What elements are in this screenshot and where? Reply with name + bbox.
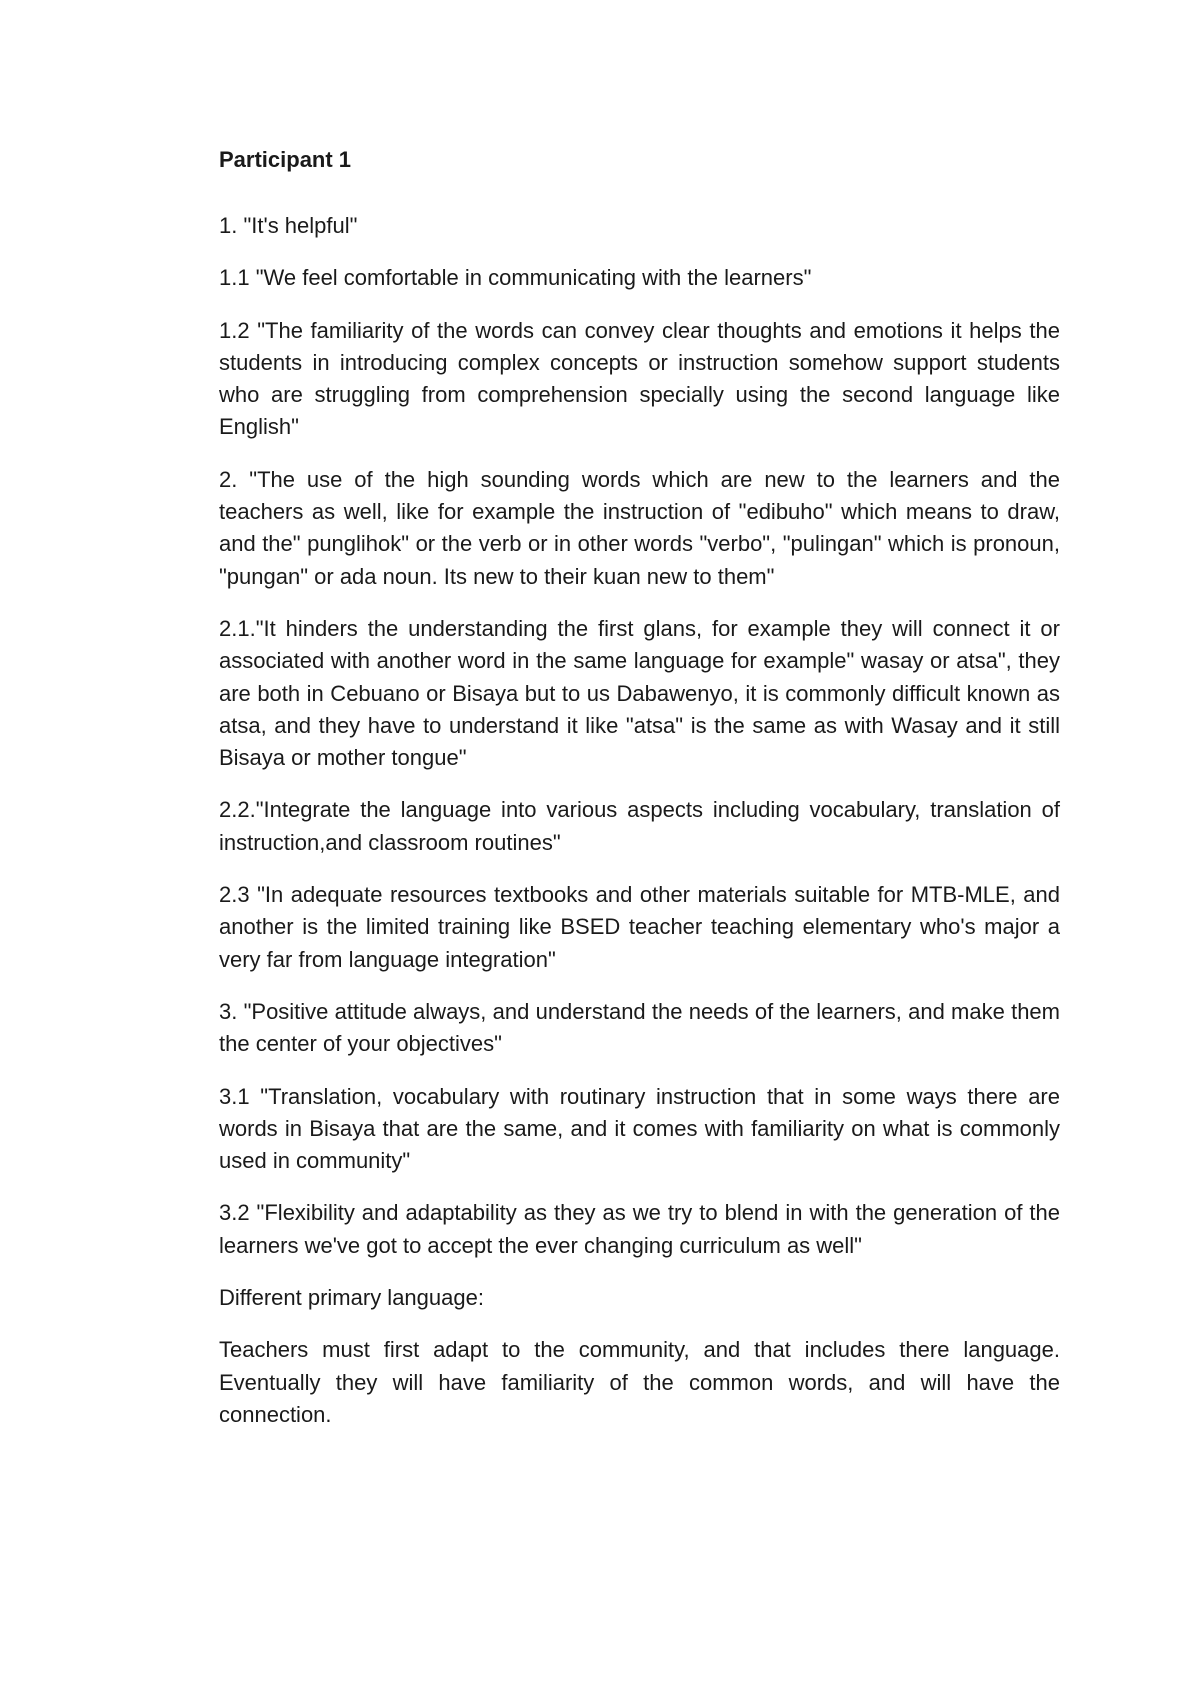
answer-2: 2. "The use of the high sounding words which are new to the learners and the teachers as well, like for example the instruction of "edibuho" which means to draw, and the" punglihok" or the verb or in other words "verbo", "pulingan" which is pronoun, "pungan" or ada noun. Its new to their kuan new to them"	[219, 466, 1060, 589]
closing-paragraph: Teachers must first adapt to the community, and that includes there language. Eventually they will have familiarity of the common words, and will have the connection.	[219, 1337, 1060, 1427]
section-heading-different-primary-language: Different primary language:	[219, 1285, 484, 1311]
answer-3-1: 3.1 "Translation, vocabulary with routinary instruction that in some ways there are words in Bisaya that are the same, and it comes with familiarity on what is commonly used in community"	[219, 1083, 1060, 1174]
answer-2-3: 2.3 "In adequate resources textbooks and other materials suitable for MTB-MLE, and another is the limited training like BSED teacher teaching elementary who's major a very far from language integration"	[219, 882, 1060, 972]
answer-1: 1. "It's helpful"	[219, 213, 358, 238]
document-title: Participant 1	[219, 147, 352, 172]
answer-2-1: 2.1."It hinders the understanding the first glans, for example they will connect it or associated with another word in the same language for example" wasay or atsa", they are both in Cebuano or Bisaya but to us Dabawenyo, it is commonly difficult known as atsa, and they have to understand it like "atsa" is the same as with Wasay and it still Bisaya or mother tongue"	[219, 615, 1060, 771]
document-page	[219, 144, 1060, 1451]
answer-2-2: 2.2."Integrate the language into various aspects including vocabulary, translation of instruction,and classroom routines"	[219, 797, 1060, 855]
answer-3: 3. "Positive attitude always, and understand the needs of the learners, and make them the center of your objectives"	[219, 998, 1060, 1057]
answer-1-1: 1.1 "We feel comfortable in communicating with the learners"	[219, 265, 812, 291]
answer-1-2: 1.2 "The familiarity of the words can convey clear thoughts and emotions it helps the students in introducing complex concepts or instruction somehow support students who are struggling from comprehension specially using the second language like English"	[219, 317, 1060, 440]
answer-3-2: 3.2 "Flexibility and adaptability as they as we try to blend in with the generation of the learners we've got to accept the ever changing curriculum as well"	[219, 1200, 1060, 1258]
